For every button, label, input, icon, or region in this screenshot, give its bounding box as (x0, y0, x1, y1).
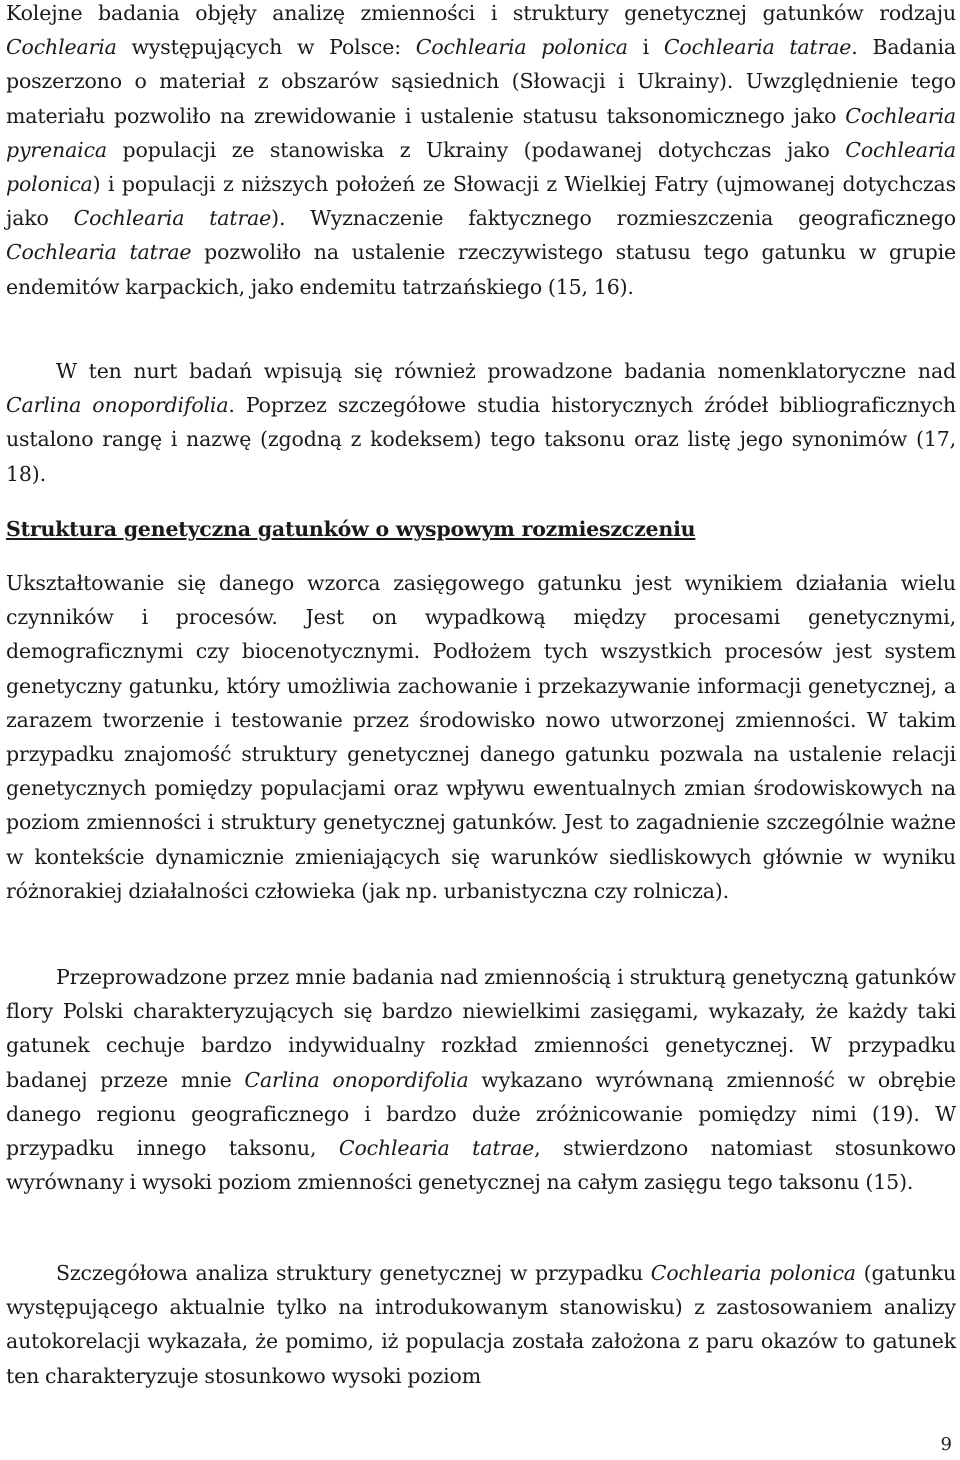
species-name: Cochlearia pyrenaica (6, 103, 956, 162)
species-name: Cochlearia (6, 35, 117, 60)
text-run: . Badania poszerzono o materiał z obszarów sąsiednich (Słowacji i Ukrainy). Uwzględnienie tego materiału pozwoliło na zrewidowanie i ustalenie statusu taksonomicznego jako (6, 35, 957, 128)
species-name: Cochlearia tatrae (6, 240, 192, 265)
text-run: W ten nurt badań wpisują się również prowadzone badania nomenklatoryczne nad (56, 359, 956, 383)
paragraph-autocorrelation-analysis (6, 1256, 956, 1393)
text-run: populacji ze stanowiska z Ukrainy (podawanej dotychczas jako (106, 137, 846, 162)
text-run: pozwoliło na ustalenie rzeczywistego statusu tego gatunku w grupie endemitów karpackich, jako endemitu tatrzańskiego (15, 16). (6, 240, 956, 299)
text-run: ) i populacji z niższych położeń ze Słowacji z Wielkiej Fatry (ujmowanej dotychczas jako (6, 172, 956, 231)
document-page (6, 0, 956, 1460)
page-number: 9 (940, 1434, 952, 1455)
text-run: Przeprowadzone przez mnie badania nad zmiennością i strukturą genetyczną gatunków flory Polski charakteryzujących się bardzo niewielkimi zasięgami, wykazały, że każdy taki gatunek cechuje bardzo indywidualny rozkład zmienności genetycznej. W przypadku badanej przeze mnie (6, 965, 956, 1092)
text-run: wykazano wyrównaną zmienność w obrębie danego regionu geograficznego i bardzo duże zróżnicowanie pomiędzy nimi (19). W przypadku innego taksonu, (6, 1067, 957, 1161)
paragraph-genetic-variability (6, 960, 956, 1199)
paragraph-cochlearia-studies (6, 0, 956, 304)
text-run: Kolejne badania objęły analizę zmienności i struktury genetycznej gatunków rodzaju (6, 1, 956, 25)
species-name: Cochlearia tatrae (338, 1136, 535, 1161)
species-name: Cochlearia polonica (415, 35, 628, 60)
species-name: Carlina onopordifolia (6, 393, 229, 418)
paragraph-range-pattern (6, 566, 956, 908)
species-name: Cochlearia polonica (6, 137, 956, 197)
species-name: Cochlearia tatrae (663, 35, 852, 60)
text-run: . Poprzez szczegółowe studia historycznych źródeł bibliograficznych ustalono rangę i nazwę (zgodną z kodeksem) tego taksonu oraz listę jego synonimów (17, 18). (6, 393, 956, 486)
text-run: Ukształtowanie się danego wzorca zasięgowego gatunku jest wynikiem działania wielu czynników i procesów. Jest on wypadkową między procesami genetycznymi, demograficznymi czy biocenotycznymi. Podłożem tych wszystkich procesów jest system genetyczny gatunku, który umożliwia zachowanie i przekazywanie informacji genetycznej, a zarazem tworzenie i testowanie przez środowisko nowo utworzonej zmienności. W takim przypadku znajomość struktury genetycznej danego gatunku pozwala na ustalenie relacji genetycznych pomiędzy populacjami oraz wpływu ewentualnych zmian środowiskowych na poziom zmienności i struktury genetycznej gatunków. Jest to zagadnienie szczególnie ważne w kontekście dynamicznie zmieniających się warunków siedliskowych głównie w wyniku różnorakiej działalności człowieka (jak np. urbanistyczna czy rolnicza). (6, 571, 956, 903)
text-run: występujących w Polsce: (116, 35, 416, 60)
text-run: ). Wyznaczenie faktycznego rozmieszczenia geograficznego (271, 206, 956, 231)
species-name: Cochlearia tatrae (73, 206, 272, 231)
paragraph-nomenclature-studies (6, 354, 956, 491)
species-name: Cochlearia polonica (650, 1261, 856, 1285)
text-run: i (627, 35, 664, 60)
species-name: Carlina onopordifolia (244, 1067, 469, 1092)
text-run: Szczegółowa analiza struktury genetycznej w przypadku (56, 1261, 651, 1285)
text-run: (gatunku występującego aktualnie tylko na introdukowanym stanowisku) z zastosowaniem analizy autokorelacji wykazała, że pomimo, iż populacja została założona z paru okazów to gatunek ten charakteryzuje stosunkowo wysoki poziom (6, 1261, 957, 1388)
text-run: , stwierdzono natomiast stosunkowo wyrównany i wysoki poziom zmienności genetycznej na całym zasięgu tego taksonu (15). (6, 1136, 956, 1195)
section-heading: Struktura genetyczna gatunków o wyspowym rozmieszczeniu (6, 517, 696, 541)
